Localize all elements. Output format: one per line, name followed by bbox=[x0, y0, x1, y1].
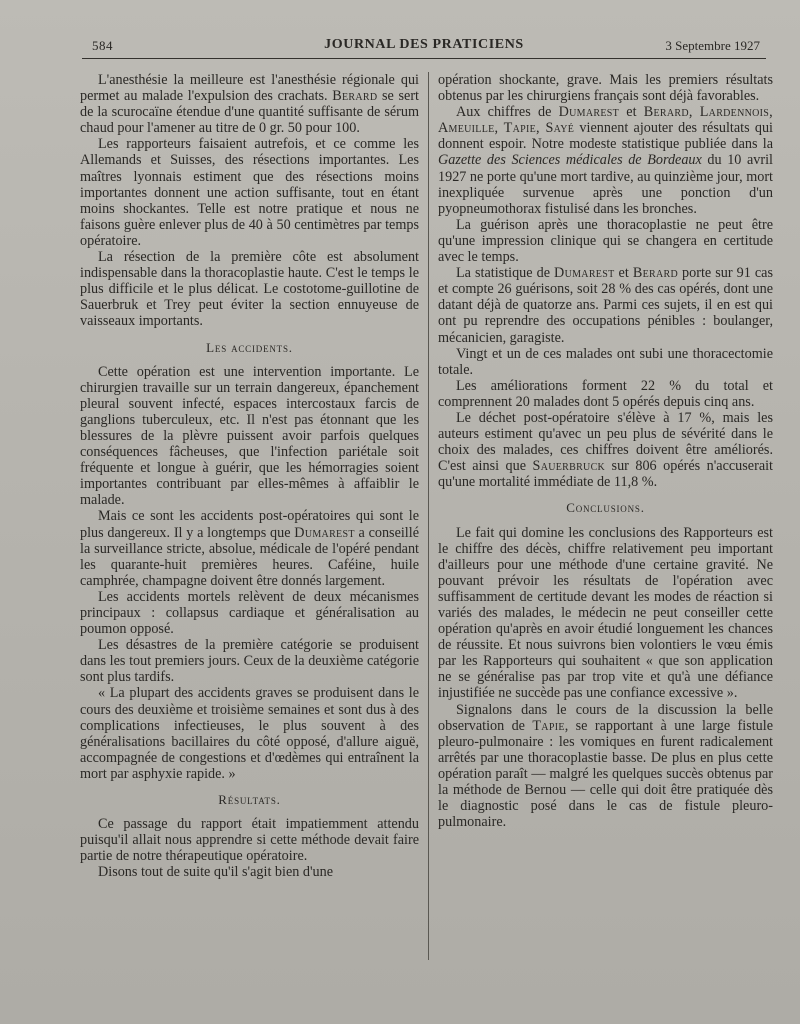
section-heading-conclusions: Conclusions. bbox=[566, 500, 645, 516]
author-name: Berard bbox=[632, 265, 678, 282]
paragraph: Mais ce sont les accidents post-opératoires qui sont le plus dangereux. Il y a longtemps que Dumarest a conseillé la surveillance stricte, absolue, médicale de l'opéré pendant les quarante-huit premières heures. Caféine, huile camphrée, champagne doivent être donnés largement. bbox=[80, 508, 419, 589]
paragraph: Disons tout de suite qu'il s'agit bien d'une bbox=[98, 864, 334, 881]
author-name: Berard bbox=[332, 88, 378, 105]
author-name: Dumarest bbox=[294, 524, 355, 541]
left-column bbox=[80, 72, 419, 881]
page-number: 584 bbox=[92, 38, 113, 53]
paragraph: Le fait qui domine les conclusions des Rapporteurs est le chiffre des décès, chiffre relativement peu important d'ailleurs pour une méthode d'une certaine gravité. Ne pouvant prévoir les résultats de l'opération avec suffisamment de certitude devant les modes de réaction si variés des malades, le médecin ne peut conseiller cette opération qu'après en avoir étudié longuement les chances de réussite. Et nous suivrons bien volontiers le vœu émis par les Rapporteurs qui souhaitent « que son application ne se généralise pas par trop vite et qu'à une défiance injustifiée ne succède pas une confiance excessive ». bbox=[438, 524, 773, 702]
paragraph: opération shockante, grave. Mais les premiers résultats obtenus par les chirurgiens français sont déjà favorables. bbox=[438, 72, 773, 105]
author-name: Tapie bbox=[532, 717, 565, 734]
author-name: Dumarest bbox=[554, 265, 615, 282]
paragraph: Ce passage du rapport était impatiemment attendu puisqu'il allait nous apprendre si cette méthode devait faire partie de notre thérapeutique opératoire. bbox=[80, 816, 419, 865]
paragraph: Les améliorations forment 22 % du total et comprennent 20 malades dont 5 opérés depuis cinq ans. bbox=[438, 377, 773, 410]
paragraph: Les accidents mortels relèvent de deux mécanismes principaux : collapsus cardiaque et généralisation au poumon opposé. bbox=[80, 588, 419, 638]
running-header bbox=[82, 36, 766, 59]
paragraph: La guérison après une thoracoplastie ne peut être qu'une impression clinique qui se changera en certitude avec le temps. bbox=[438, 216, 773, 266]
issue-date: 3 Septembre 1927 bbox=[665, 38, 760, 53]
quoted-paragraph: « La plupart des accidents graves se produisent dans le cours des deuxième et troisième semaines et sont dus à des complications infectieuses, le plus souvent à des généralisations bacillaires du côté opposé, d'allure aiguë, accompagnée de congestions et d'œdèmes qui entraînent la mort par asphyxie rapide. » bbox=[80, 685, 419, 782]
paragraph: L'anesthésie la meilleure est l'anesthésie régionale qui permet au malade l'expulsion des crachats. Berard se sert de la scurocaïne étendue d'une quantité suffisante de sérum chaud pour l'amener au titre de 0 gr. 50 pour 100. bbox=[80, 72, 419, 137]
journal-reference: Gazette des Sciences médicales de Bordeaux bbox=[438, 152, 702, 169]
section-heading-resultats: Résultats. bbox=[218, 792, 281, 808]
author-name: Sauerbruck bbox=[532, 458, 606, 475]
column-divider bbox=[428, 72, 429, 960]
author-names: Lardennois, Ameuille, Tapie, Sayé bbox=[438, 104, 773, 137]
paragraph: La statistique de Dumarest et Berard porte sur 91 cas et compte 26 guérisons, soit 28 % des cas opérés, dont une datant déjà de quatorze ans. Parmi ces sujets, il en est qui ont pu reprendre des occupations pénibles : boulanger, mécanicien, garagiste. bbox=[438, 265, 773, 346]
paragraph: Aux chiffres de Dumarest et Berard, Lardennois, Ameuille, Tapie, Sayé viennent ajouter des résultats qui donnent espoir. Notre modeste statistique publiée dans la Gazette des Sciences médicales de Bordeaux du 10 avril 1927 ne porte qu'une mort tardive, au quinzième jour, mort inexpliquée survenue après une ponction d'un pyopneumothorax fistulisé dans les bronches. bbox=[438, 104, 773, 217]
paragraph: Vingt et un de ces malades ont subi une thoracectomie totale. bbox=[438, 345, 773, 378]
author-name: Berard bbox=[643, 104, 689, 121]
section-heading-accidents: Les accidents. bbox=[206, 339, 293, 355]
paragraph: Le déchet post-opératoire s'élève à 17 %, mais les auteurs estiment qu'avec un peu plus de sévérité dans le choix des malades, ces chiffres doivent être améliorés. C'est ainsi que Sauerbruck sur 806 opérés n'accuserait qu'une mortalité immédiate de 11,8 %. bbox=[438, 409, 773, 491]
right-column bbox=[438, 72, 773, 830]
paragraph: Les désastres de la première catégorie se produisent dans les tout premiers jours. Ceux de la deuxième catégorie sont plus tardifs. bbox=[80, 637, 419, 686]
paragraph: Cette opération est une intervention importante. Le chirurgien travaille sur un terrain dangereux, épanchement pleural souvent infecté, espaces intercostaux farcis de ganglions tuberculeux, etc. Il n'est pas étonnant que les blessures de la plèvre puissent avoir parfois quelques conséquences fâcheuses, que l'infection pariétale soit fréquente et longue à guérir, que les hémorragies soient importantes contribuant par elles-mêmes à affaiblir le malade. bbox=[80, 363, 419, 509]
journal-title: JOURNAL DES PRATICIENS bbox=[324, 37, 524, 52]
author-name: Dumarest bbox=[558, 104, 620, 121]
paragraph: Les rapporteurs faisaient autrefois, et ce comme les Allemands et Suisses, des résections importantes. Les maîtres lyonnais estiment que des résections moins importantes donnent une action suffisante, tout en étant moins shockantes. Telle est notre pratique et nous ne faisons guère enlever plus de 40 à 50 centimètres par temps opératoire. bbox=[80, 136, 419, 249]
paragraph: Signalons dans le cours de la discussion la belle observation de Tapie, se rapportant à une large fistule pleuro-pulmonaire : les vomiques en furent radicalement arrêtés par une thoracoplastie basse. De plus en plus cette opération paraît — malgré les quelques succès obtenus par la méthode de Bernou — celle qui doit être pratiquée dès le diagnostic posé dans le cas de fistule pleuro-pulmonaire. bbox=[438, 701, 773, 831]
paragraph: La résection de la première côte est absolument indispensable dans la thoracoplastie haute. C'est le temps le plus difficile et le plus délicat. Le costotome-guillotine de Sauerbruk et Trey peut éviter la section ennuyeuse de vaisseaux importants. bbox=[80, 249, 419, 330]
